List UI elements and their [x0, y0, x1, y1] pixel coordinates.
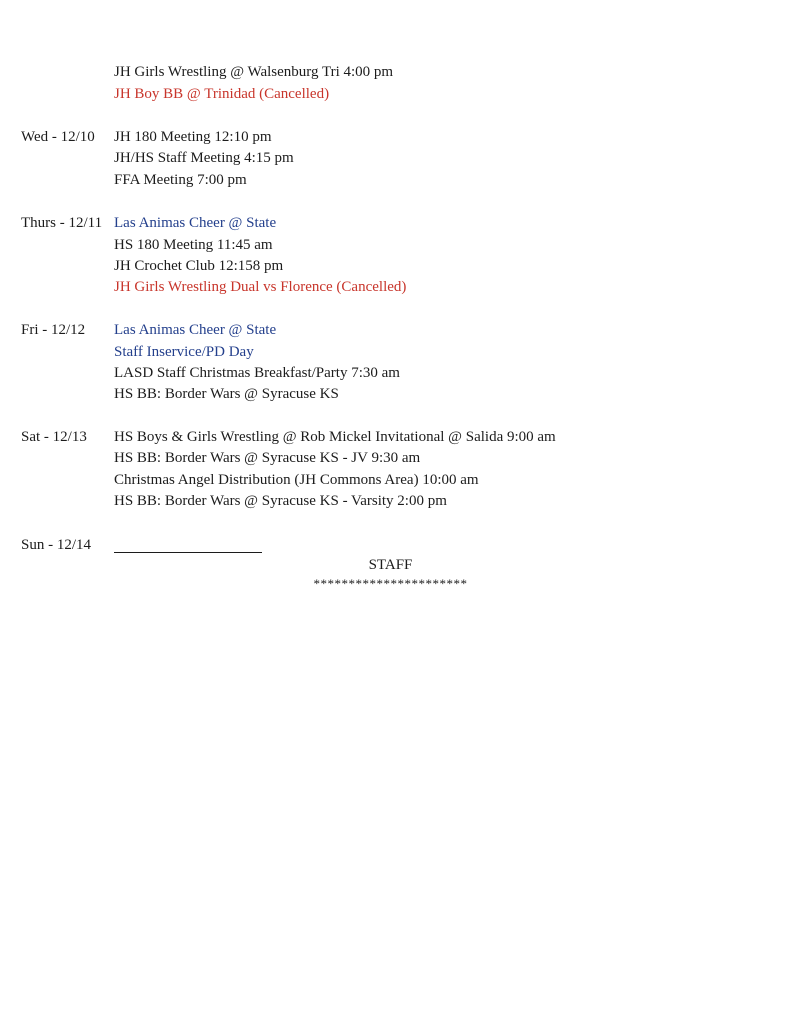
event-line: HS Boys & Girls Wrestling @ Rob Mickel Invitational @ Salida 9:00 am — [114, 429, 556, 445]
day-label-wed: Wed - 12/10 — [21, 129, 95, 145]
day-label-sun: Sun - 12/14 — [21, 537, 92, 553]
event-line-highlight: Staff Inservice/PD Day — [114, 344, 254, 360]
event-line: HS BB: Border Wars @ Syracuse KS — [114, 386, 339, 402]
event-line: Christmas Angel Distribution (JH Commons Area) 10:00 am — [114, 472, 479, 488]
event-line-cancelled: JH Girls Wrestling Dual vs Florence (Cancelled) — [114, 279, 407, 295]
day-label-thurs: Thurs - 12/11 — [21, 215, 103, 231]
footer-label: STAFF — [368, 557, 413, 573]
event-line: HS BB: Border Wars @ Syracuse KS - Varsity 2:00 pm — [114, 493, 447, 509]
event-line: HS 180 Meeting 11:45 am — [114, 237, 273, 253]
event-line: JH 180 Meeting 12:10 pm — [114, 129, 272, 145]
event-line: FFA Meeting 7:00 pm — [114, 172, 247, 188]
blank-entry-line — [114, 552, 262, 553]
event-line: HS BB: Border Wars @ Syracuse KS - JV 9:30 am — [114, 450, 421, 466]
event-line-highlight: Las Animas Cheer @ State — [114, 215, 277, 231]
day-label-fri: Fri - 12/12 — [21, 322, 86, 338]
event-line: JH/HS Staff Meeting 4:15 pm — [114, 150, 294, 166]
event-line: JH Girls Wrestling @ Walsenburg Tri 4:00 pm — [114, 64, 394, 80]
event-line: LASD Staff Christmas Breakfast/Party 7:30 am — [114, 365, 400, 381]
event-line-highlight: Las Animas Cheer @ State — [114, 322, 277, 338]
event-line-cancelled: JH Boy BB @ Trinidad (Cancelled) — [114, 86, 330, 102]
footer-separator: ********************** — [313, 576, 468, 591]
event-line: JH Crochet Club 12:158 pm — [114, 258, 284, 274]
day-label-sat: Sat - 12/13 — [21, 429, 87, 445]
